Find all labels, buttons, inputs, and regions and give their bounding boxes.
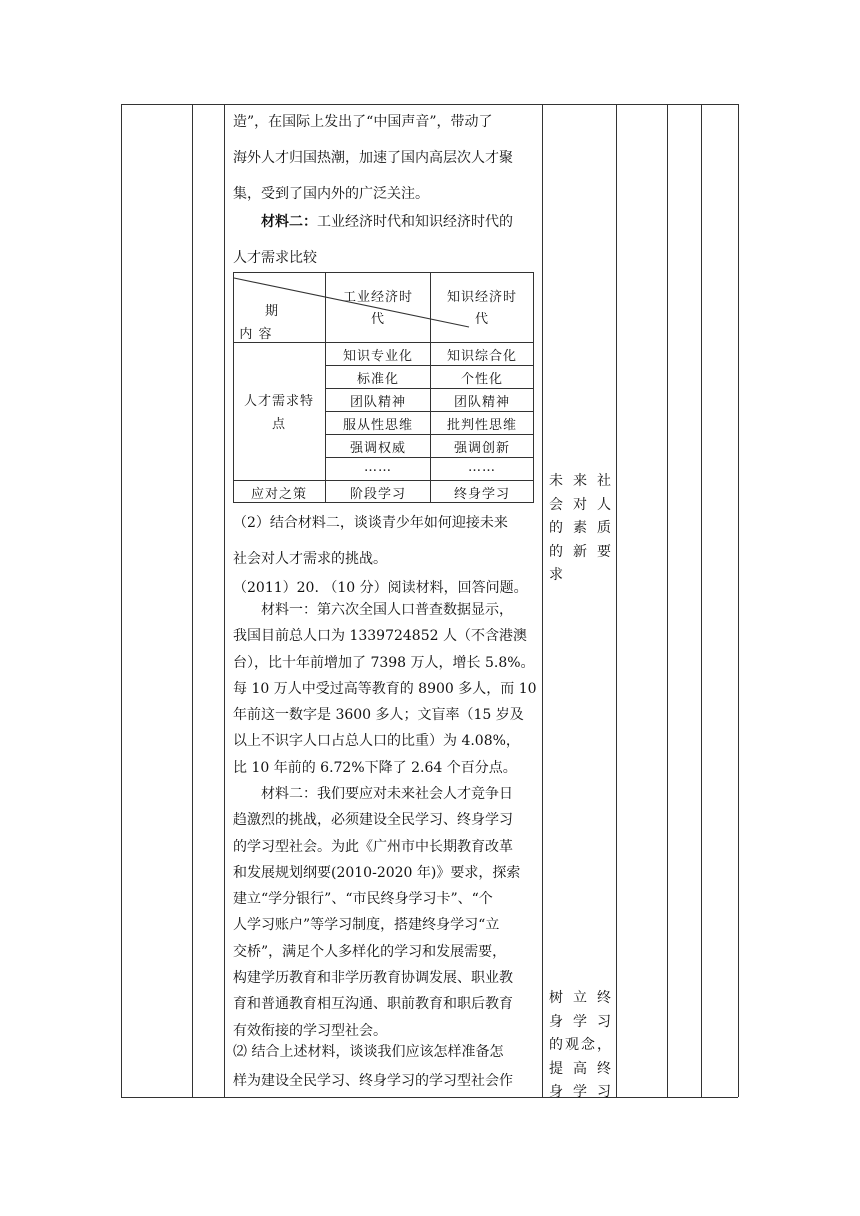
question-2-2010 xyxy=(233,505,539,577)
industrial-trait: 强调权威 xyxy=(349,441,406,456)
corner-content: 内 容 xyxy=(239,327,273,342)
text-line: 人学习账户”等学习制度，搭建终身学习“立 xyxy=(233,917,500,934)
table-column-divider xyxy=(224,104,225,1097)
text-line: 台），比十年前增加了 7398 万人，增长 5.8%。 xyxy=(233,654,535,671)
side-note-line: 身学习 xyxy=(549,1084,611,1100)
text-line: 以上不识字人口占总人口的比重）为 4.08%， xyxy=(233,733,520,750)
row-label-response: 应对之策 xyxy=(250,487,307,502)
industrial-trait: …… xyxy=(364,460,392,475)
table-column-divider xyxy=(616,104,617,1097)
table-column-divider xyxy=(667,104,668,1097)
material2-title: 工业经济时代和知识经济时代的 xyxy=(317,214,513,230)
text-line: 比 10 年前的 6.72%下降了 2.64 个百分点。 xyxy=(233,759,517,776)
text-line: 交桥”，满足个人多样化的学习和发展需要， xyxy=(233,943,507,960)
text-line: 集，受到了国内外的广泛关注。 xyxy=(233,186,429,202)
table-column-divider xyxy=(701,104,702,1097)
text-line: 趋激烈的挑战，必须建设全民学习、终身学习 xyxy=(233,812,513,829)
side-note-line: 树立终 xyxy=(549,990,611,1006)
text-line: 社会对人才需求的挑战。 xyxy=(233,551,387,567)
text-line: 和发展规划纲要(2010-2020 年)》要求，探索 xyxy=(233,864,521,881)
side-note-lifelong-learning xyxy=(549,987,611,1105)
side-note-requirements xyxy=(549,470,611,588)
knowledge-trait: …… xyxy=(468,460,496,475)
side-note-line: 的观念， xyxy=(549,1037,611,1053)
header-industrial: 工业经济时 代 xyxy=(342,290,413,327)
side-note-line: 会对人 xyxy=(549,496,611,513)
row-label-talent: 人才需求特 点 xyxy=(243,394,314,432)
table-border-right xyxy=(738,104,739,1097)
text-line: 育和普通教育相互沟通、职前教育和职后教育 xyxy=(233,996,513,1013)
text-line: 材料一：第六次全国人口普查数据显示， xyxy=(261,602,513,618)
table-border-bottom xyxy=(121,1097,738,1098)
top-paragraph xyxy=(233,104,539,212)
text-line: 材料二：我们要应对未来社会人才竞争日 xyxy=(261,786,513,802)
text-line: 有效衔接的学习型社会。 xyxy=(233,1022,387,1039)
corner-period: 期 xyxy=(264,304,279,319)
material2-paragraph xyxy=(233,781,539,1044)
knowledge-trait: 强调创新 xyxy=(453,441,510,456)
industrial-response: 阶段学习 xyxy=(349,487,406,502)
side-note-line: 未来社 xyxy=(549,473,611,489)
text-line: 我国目前总人口为 1339724852 人（不含港澳 xyxy=(233,628,527,645)
table-border-left xyxy=(121,104,122,1097)
text-line: 样为建设全民学习、终身学习的学习型社会作 xyxy=(233,1073,513,1089)
industrial-trait: 知识专业化 xyxy=(342,349,413,364)
industrial-trait: 标准化 xyxy=(356,372,399,387)
industrial-trait: 服从性思维 xyxy=(342,418,413,433)
text-line: 年前这一数字是 3600 多人；文盲率（15 岁及 xyxy=(233,707,524,724)
table-column-divider xyxy=(192,104,193,1097)
text-line: （2011）20. （10 分）阅读材料，回答问题。 xyxy=(233,580,528,596)
question-2-2011 xyxy=(233,1038,539,1096)
comparison-table xyxy=(233,272,534,503)
header-knowledge: 知识经济时 代 xyxy=(446,290,517,327)
knowledge-trait: 知识综合化 xyxy=(446,349,517,364)
material2-label: 材料二： xyxy=(261,214,317,230)
material1-paragraph xyxy=(233,597,539,781)
table-column-divider xyxy=(542,104,543,1097)
table-line xyxy=(233,502,534,503)
text-line: 构建学历教育和非学历教育协调发展、职业教 xyxy=(233,970,513,987)
text-line: （2）结合材料二，谈谈青少年如何迎接未来 xyxy=(233,515,508,531)
knowledge-response: 终身学习 xyxy=(453,487,510,502)
side-note-line: 提高终 xyxy=(549,1060,611,1077)
side-note-line: 身学习 xyxy=(549,1013,611,1030)
side-note-line: 的新要 xyxy=(549,543,611,560)
industrial-trait: 团队精神 xyxy=(349,395,406,410)
text-line: 每 10 万人中受过高等教育的 8900 多人，而 10 xyxy=(233,680,537,697)
text-line: 海外人才归国热潮，加速了国内高层次人才聚 xyxy=(233,150,513,166)
side-note-line: 求 xyxy=(549,567,563,583)
table-line xyxy=(233,480,534,481)
knowledge-trait: 团队精神 xyxy=(453,395,510,410)
knowledge-trait: 批判性思维 xyxy=(446,418,517,433)
knowledge-trait: 个性化 xyxy=(460,372,503,387)
text-line: 人才需求比较 xyxy=(233,250,317,266)
text-line: 的学习型社会。为此《广州市中长期教育改革 xyxy=(233,838,513,855)
text-line: 造”，在国际上发出了“中国声音”，带动了 xyxy=(233,114,493,130)
text-line: ⑵ 结合上述材料，谈谈我们应该怎样准备怎 xyxy=(233,1044,504,1060)
side-note-line: 的素质 xyxy=(549,520,611,536)
material2-heading xyxy=(233,204,539,276)
text-line xyxy=(233,204,539,240)
text-line: 建立“学分银行”、“市民终身学习卡”、“个 xyxy=(233,891,493,908)
